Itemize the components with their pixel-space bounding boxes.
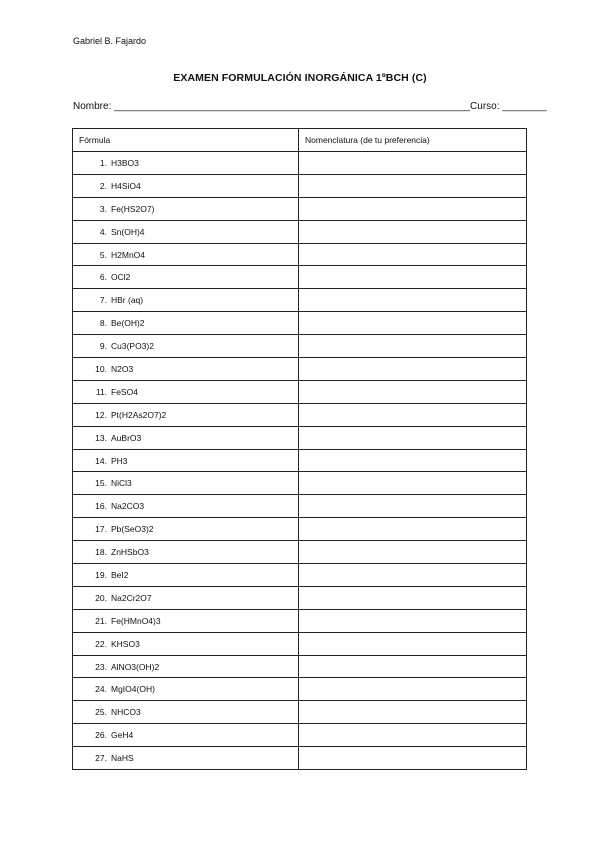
formula-cell	[73, 449, 299, 472]
table-row	[73, 266, 527, 289]
formula-cell	[73, 289, 299, 312]
table-row	[73, 655, 527, 678]
formula-text: FeSO4	[111, 386, 138, 397]
item-number: 22.	[95, 638, 107, 649]
table-row	[73, 220, 527, 243]
table-row	[73, 289, 527, 312]
item-number: 6.	[99, 272, 107, 283]
item-number: 7.	[99, 295, 107, 306]
nomenclature-answer-cell[interactable]	[299, 518, 527, 541]
formula-cell	[73, 152, 299, 175]
formula-cell	[73, 472, 299, 495]
table-row	[73, 701, 527, 724]
formula-text: H4SiO4	[111, 180, 141, 191]
formula-cell	[73, 724, 299, 747]
nomenclature-answer-cell[interactable]	[299, 174, 527, 197]
nomenclature-answer-cell[interactable]	[299, 655, 527, 678]
formula-cell	[73, 380, 299, 403]
item-number: 10.	[95, 363, 107, 374]
item-number: 3.	[99, 203, 107, 214]
formula-text: Cu3(PO3)2	[111, 341, 154, 352]
table-header-row	[73, 129, 527, 152]
nomenclature-answer-cell[interactable]	[299, 266, 527, 289]
formula-cell	[73, 312, 299, 335]
table-row	[73, 335, 527, 358]
formula-text: PH3	[111, 455, 128, 466]
formula-cell	[73, 609, 299, 632]
formula-text: KHSO3	[111, 638, 140, 649]
formula-text: AlNO3(OH)2	[111, 661, 160, 672]
table-row	[73, 541, 527, 564]
item-number: 13.	[95, 432, 107, 443]
table-row	[73, 472, 527, 495]
nomenclature-answer-cell[interactable]	[299, 335, 527, 358]
item-number: 14.	[95, 455, 107, 466]
nomenclature-answer-cell[interactable]	[299, 724, 527, 747]
table-row	[73, 678, 527, 701]
table-row	[73, 586, 527, 609]
table-row	[73, 152, 527, 175]
table-row	[73, 747, 527, 770]
nomenclature-answer-cell[interactable]	[299, 380, 527, 403]
formula-cell	[73, 358, 299, 381]
nomenclature-answer-cell[interactable]	[299, 609, 527, 632]
nomenclature-answer-cell[interactable]	[299, 747, 527, 770]
formula-text: AuBrO3	[111, 432, 142, 443]
item-number: 1.	[99, 157, 107, 168]
table-row	[73, 426, 527, 449]
header-formula: Fórmula	[73, 129, 299, 152]
nomenclature-answer-cell[interactable]	[299, 586, 527, 609]
table-row	[73, 632, 527, 655]
item-number: 9.	[99, 341, 107, 352]
nomenclature-answer-cell[interactable]	[299, 289, 527, 312]
item-number: 27.	[95, 753, 107, 764]
item-number: 23.	[95, 661, 107, 672]
formula-cell	[73, 426, 299, 449]
item-number: 5.	[99, 249, 107, 260]
nomenclature-answer-cell[interactable]	[299, 403, 527, 426]
formula-text: MgIO4(OH)	[111, 684, 155, 695]
formula-text: Fe(HMnO4)3	[111, 615, 161, 626]
nomenclature-answer-cell[interactable]	[299, 152, 527, 175]
formula-cell	[73, 174, 299, 197]
nomenclature-answer-cell[interactable]	[299, 243, 527, 266]
table-row	[73, 518, 527, 541]
item-number: 15.	[95, 478, 107, 489]
nomenclature-answer-cell[interactable]	[299, 495, 527, 518]
item-number: 19.	[95, 569, 107, 580]
item-number: 24.	[95, 684, 107, 695]
table-row	[73, 197, 527, 220]
item-number: 21.	[95, 615, 107, 626]
formula-cell	[73, 518, 299, 541]
nomenclature-answer-cell[interactable]	[299, 197, 527, 220]
formula-cell	[73, 335, 299, 358]
table-row	[73, 403, 527, 426]
formula-text: Be(OH)2	[111, 318, 145, 329]
table-row	[73, 449, 527, 472]
table-body	[73, 152, 527, 770]
nomenclature-answer-cell[interactable]	[299, 564, 527, 587]
nomenclature-answer-cell[interactable]	[299, 220, 527, 243]
formula-text: Sn(OH)4	[111, 226, 145, 237]
nomenclature-answer-cell[interactable]	[299, 701, 527, 724]
item-number: 16.	[95, 501, 107, 512]
formula-table	[72, 128, 527, 770]
formula-text: NaHS	[111, 753, 134, 764]
item-number: 8.	[99, 318, 107, 329]
formula-cell	[73, 655, 299, 678]
formula-cell	[73, 586, 299, 609]
table-row	[73, 609, 527, 632]
formula-text: ZnHSbO3	[111, 547, 149, 558]
item-number: 2.	[99, 180, 107, 191]
formula-cell	[73, 541, 299, 564]
formula-cell	[73, 243, 299, 266]
name-course-line: Nombre: ________________________________________________________________Curso: ________	[73, 101, 547, 112]
formula-cell	[73, 747, 299, 770]
nomenclature-answer-cell[interactable]	[299, 449, 527, 472]
table-row	[73, 495, 527, 518]
item-number: 26.	[95, 730, 107, 741]
formula-text: HBr (aq)	[111, 295, 144, 306]
nomenclature-answer-cell[interactable]	[299, 426, 527, 449]
formula-text: NiCl3	[111, 478, 132, 489]
formula-text: Fe(HS2O7)	[111, 203, 155, 214]
table-row	[73, 564, 527, 587]
exam-title: EXAMEN FORMULACIÓN INORGÁNICA 1ºBCH (C)	[173, 72, 427, 84]
formula-text: H2MnO4	[111, 249, 146, 260]
nomenclature-answer-cell[interactable]	[299, 472, 527, 495]
author-name: Gabriel B. Fajardo	[73, 36, 147, 46]
header-nomenclatura: Nomenclatura (de tu preferencia)	[299, 129, 527, 152]
item-number: 25.	[95, 707, 107, 718]
nomenclature-answer-cell[interactable]	[299, 358, 527, 381]
item-number: 20.	[95, 592, 107, 603]
formula-text: Pt(H2As2O7)2	[111, 409, 167, 420]
item-number: 17.	[95, 524, 107, 535]
nomenclature-answer-cell[interactable]	[299, 632, 527, 655]
formula-text: Na2Cr2O7	[111, 592, 152, 603]
formula-cell	[73, 220, 299, 243]
formula-text: N2O3	[111, 363, 134, 374]
formula-text: OCl2	[111, 272, 131, 283]
table-row	[73, 174, 527, 197]
nomenclature-answer-cell[interactable]	[299, 678, 527, 701]
formula-text: NHCO3	[111, 707, 141, 718]
table-row	[73, 243, 527, 266]
formula-text: BeI2	[111, 569, 129, 580]
table-row	[73, 358, 527, 381]
item-number: 18.	[95, 547, 107, 558]
formula-cell	[73, 701, 299, 724]
item-number: 12.	[95, 409, 107, 420]
table-row	[73, 380, 527, 403]
formula-cell	[73, 266, 299, 289]
formula-cell	[73, 564, 299, 587]
table-row	[73, 724, 527, 747]
formula-cell	[73, 678, 299, 701]
formula-text: H3BO3	[111, 157, 139, 168]
item-number: 11.	[95, 386, 107, 397]
formula-text: Pb(SeO3)2	[111, 524, 154, 535]
formula-cell	[73, 632, 299, 655]
formula-cell	[73, 495, 299, 518]
formula-cell	[73, 197, 299, 220]
nomenclature-answer-cell[interactable]	[299, 312, 527, 335]
formula-cell	[73, 403, 299, 426]
formula-text: GeH4	[111, 730, 134, 741]
table-row	[73, 312, 527, 335]
item-number: 4.	[99, 226, 107, 237]
formula-text: Na2CO3	[111, 501, 145, 512]
nomenclature-answer-cell[interactable]	[299, 541, 527, 564]
